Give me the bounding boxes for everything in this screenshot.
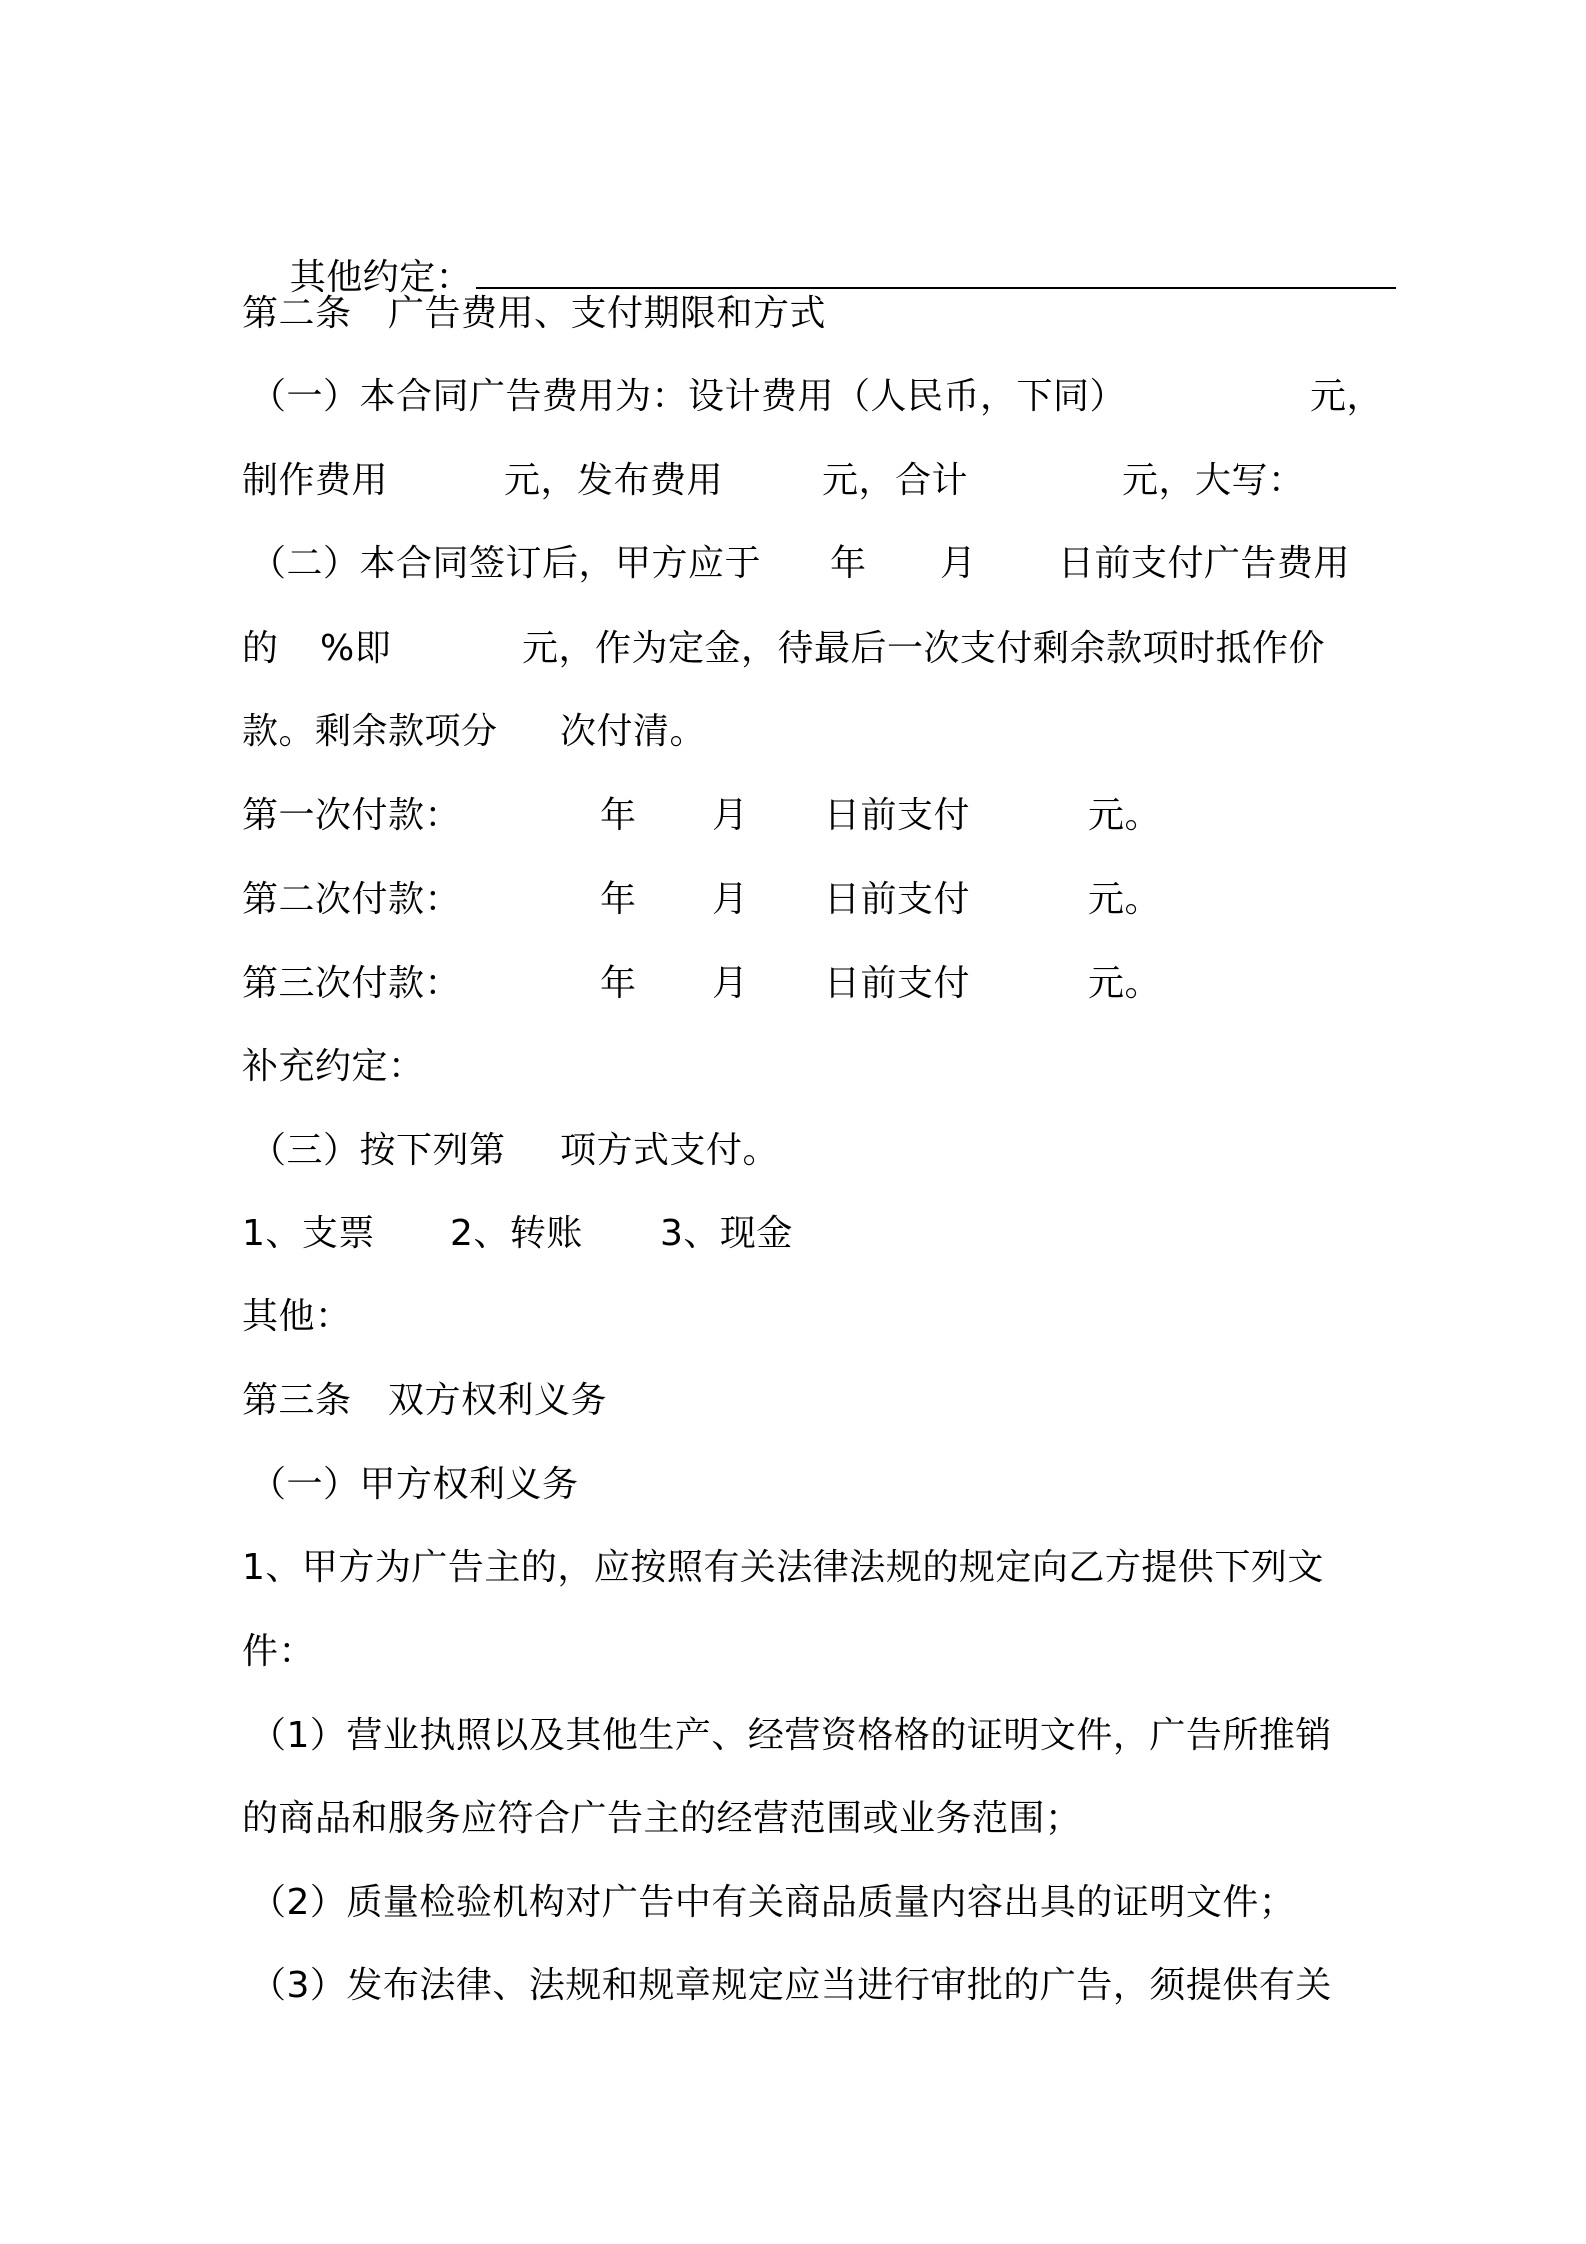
- option-check: 1、支票: [242, 1213, 375, 1254]
- item-1-line-1: （1）营业执照以及其他生产、经营资格格的证明文件，广告所推销: [250, 1715, 1332, 1756]
- total-label: 元，合计: [822, 460, 969, 501]
- percent-text: %即: [320, 628, 392, 669]
- blank-underline: [476, 253, 1396, 289]
- date-pay-text: 日前支付: [824, 879, 971, 920]
- deposit-intro: （二）本合同签订后，甲方应于: [250, 543, 762, 584]
- of-text: 的: [242, 628, 279, 669]
- yuan-end-text: 元。: [1088, 879, 1162, 920]
- month-text: 月: [940, 543, 977, 584]
- article-3-heading: 第三条 双方权利义务: [242, 1380, 608, 1421]
- date-pay-text: 日前支付: [824, 963, 971, 1004]
- method-intro: （三）按下列第: [250, 1130, 506, 1171]
- yuan-end-text: 元。: [1088, 795, 1162, 836]
- deposit-desc: 元，作为定金，待最后一次支付剩余款项时抵作价: [522, 628, 1326, 669]
- option-cash: 3、现金: [660, 1213, 793, 1254]
- payment-3-label: 第三次付款：: [242, 963, 462, 1004]
- month-text: 月: [712, 879, 749, 920]
- clause-1-line-2: 件：: [242, 1631, 316, 1672]
- method-suffix: 项方式支付。: [560, 1130, 780, 1171]
- settle-text: 次付清。: [560, 711, 707, 752]
- publish-fee-label: 元，发布费用: [504, 460, 724, 501]
- fee-intro: （一）本合同广告费用为：设计费用（人民币，下同）: [250, 376, 1127, 417]
- month-text: 月: [712, 795, 749, 836]
- date-pay-text: 日前支付广告费用: [1058, 543, 1351, 584]
- payment-1-label: 第一次付款：: [242, 795, 462, 836]
- option-transfer: 2、转账: [450, 1213, 583, 1254]
- remaining-text: 款。剩余款项分: [242, 711, 498, 752]
- year-text: 年: [600, 879, 637, 920]
- other-label: 其他：: [242, 1296, 352, 1337]
- party-a-heading: （一）甲方权利义务: [250, 1464, 579, 1505]
- supplement-label: 补充约定：: [242, 1046, 425, 1087]
- year-text: 年: [830, 543, 867, 584]
- yuan-end-text: 元。: [1088, 963, 1162, 1004]
- article-2-heading: 第二条 广告费用、支付期限和方式: [242, 293, 827, 334]
- item-3-line: （3）发布法律、法规和规章规定应当进行审批的广告，须提供有关: [250, 1965, 1332, 2006]
- other-agreement-label: 其他约定：: [289, 257, 473, 298]
- capital-label: 元，大写：: [1122, 460, 1305, 501]
- item-1-line-2: 的商品和服务应符合广告主的经营范围或业务范围；: [242, 1798, 1082, 1839]
- production-fee-label: 制作费用: [242, 460, 389, 501]
- item-2-line: （2）质量检验机构对广告中有关商品质量内容出具的证明文件；: [250, 1882, 1296, 1923]
- clause-1-line-1: 1、甲方为广告主的，应按照有关法律法规的规定向乙方提供下列文: [242, 1547, 1324, 1588]
- yuan-text: 元，: [1310, 376, 1384, 417]
- year-text: 年: [600, 795, 637, 836]
- year-text: 年: [600, 963, 637, 1004]
- month-text: 月: [712, 963, 749, 1004]
- payment-2-label: 第二次付款：: [242, 879, 462, 920]
- date-pay-text: 日前支付: [824, 795, 971, 836]
